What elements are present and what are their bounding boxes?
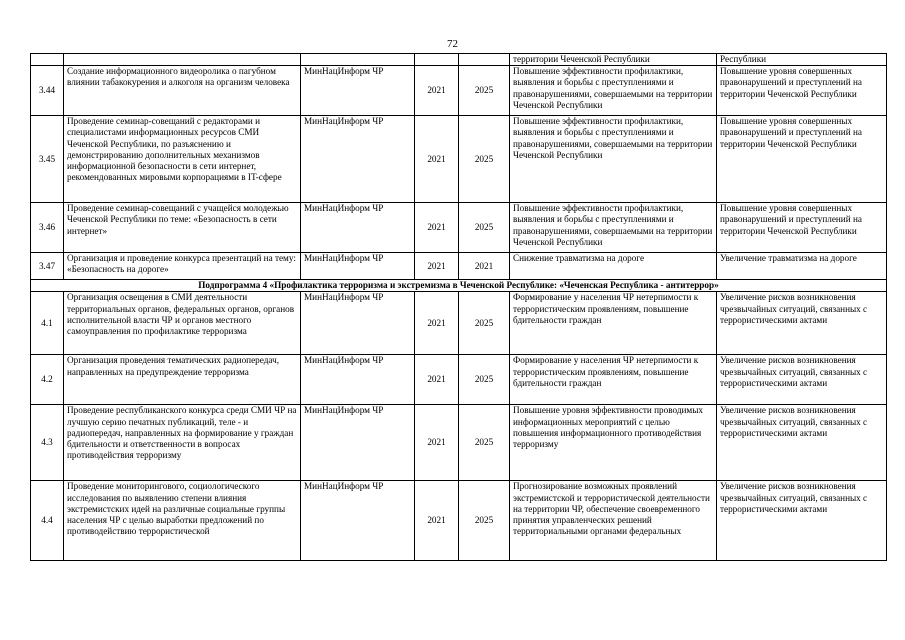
cell-effect: Повышение уровня совершенных правонарушений и преступлений на территории Чеченской Республики xyxy=(717,203,887,253)
cell-start: 2021 xyxy=(415,203,459,253)
cell-executor xyxy=(301,54,415,66)
cell-measure: Организация и проведение конкурса презентаций на тему: «Безопасность на дороге» xyxy=(64,253,301,280)
cell-start: 2021 xyxy=(415,66,459,116)
cell-num: 4.2 xyxy=(31,355,64,405)
cell-start xyxy=(415,54,459,66)
cell-start: 2021 xyxy=(415,253,459,280)
cell-result: территории Чеченской Республики xyxy=(510,54,717,66)
cell-result: Повышение эффективности профилактики, выявления и борьбы с преступлениями и правонарушениями, совершаемыми на территории Чеченской Республики xyxy=(510,116,717,203)
cell-effect: Повышение уровня совершенных правонарушений и преступлений на территории Чеченской Республики xyxy=(717,66,887,116)
cell-end: 2025 xyxy=(459,116,510,203)
cell-measure: Создание информационного видеоролика о пагубном влиянии табакокурения и алкоголя на организм человека xyxy=(64,66,301,116)
subprogram-header-row xyxy=(31,280,887,292)
table-row xyxy=(31,405,887,481)
cell-effect: Повышение уровня совершенных правонарушений и преступлений на территории Чеченской Республики xyxy=(717,116,887,203)
cell-result: Формирование у населения ЧР нетерпимости к террористическим проявлениям, повышение бдительности граждан xyxy=(510,292,717,355)
cell-end: 2021 xyxy=(459,253,510,280)
cell-num: 3.45 xyxy=(31,116,64,203)
cell-end: 2025 xyxy=(459,405,510,481)
cell-executor: МинНацИнформ ЧР xyxy=(301,405,415,481)
cell-start: 2021 xyxy=(415,292,459,355)
table-body xyxy=(31,54,887,561)
cell-num: 3.47 xyxy=(31,253,64,280)
cell-executor: МинНацИнформ ЧР xyxy=(301,481,415,561)
cell-start: 2021 xyxy=(415,355,459,405)
measures-table xyxy=(30,53,887,561)
cell-end: 2025 xyxy=(459,203,510,253)
cell-start: 2021 xyxy=(415,116,459,203)
table-row xyxy=(31,203,887,253)
cell-end: 2025 xyxy=(459,66,510,116)
cell-end: 2025 xyxy=(459,481,510,561)
cell-result: Снижение травматизма на дороге xyxy=(510,253,717,280)
cell-measure: Проведение мониторингового, социологического исследования по выявлению степени влияния экстремистских идей на различные социальные группы населения ЧР с целью выработки предложений по противодействию террористической xyxy=(64,481,301,561)
cell-effect: Увеличение рисков возникновения чрезвычайных ситуаций, связанных с террористическими актами xyxy=(717,292,887,355)
table-row-continued xyxy=(31,54,887,66)
cell-effect: Увеличение рисков возникновения чрезвычайных ситуаций, связанных с террористическими актами xyxy=(717,355,887,405)
cell-effect: Увеличение рисков возникновения чрезвычайных ситуаций, связанных с террористическими актами xyxy=(717,405,887,481)
table-row xyxy=(31,481,887,561)
cell-executor: МинНацИнформ ЧР xyxy=(301,203,415,253)
cell-measure: Организация освещения в СМИ деятельности территориальных органов, федеральных органов, органов исполнительной власти ЧР и органов местного самоуправления по профилактике терроризма xyxy=(64,292,301,355)
cell-result: Повышение эффективности профилактики, выявления и борьбы с преступлениями и правонарушениями, совершаемыми на территории Чеченской Республики xyxy=(510,203,717,253)
cell-executor: МинНацИнформ ЧР xyxy=(301,66,415,116)
cell-measure: Проведение семинар-совещаний с учащейся молодежью Чеченской Республики по теме: «Безопасность в сети интернет» xyxy=(64,203,301,253)
cell-effect: Республики xyxy=(717,54,887,66)
cell-measure: Проведение республиканского конкурса среди СМИ ЧР на лучшую серию печатных публикаций, теле - и радиопередач, направленных на формирование у граждан бдительности и ответственности в вопросах противодействия терроризму xyxy=(64,405,301,481)
table-row xyxy=(31,253,887,280)
cell-effect: Увеличение рисков возникновения чрезвычайных ситуаций, связанных с террористическими актами xyxy=(717,481,887,561)
cell-executor: МинНацИнформ ЧР xyxy=(301,253,415,280)
table-row xyxy=(31,355,887,405)
page-number: 72 xyxy=(447,38,458,50)
cell-start: 2021 xyxy=(415,481,459,561)
cell-executor: МинНацИнформ ЧР xyxy=(301,355,415,405)
cell-num: 3.44 xyxy=(31,66,64,116)
cell-end xyxy=(459,54,510,66)
subprogram-title: Подпрограмма 4 «Профилактика терроризма и экстремизма в Чеченской Республике: «Чеченская Республика - антитеррор» xyxy=(31,280,887,292)
cell-measure: Организация проведения тематических радиопередач, направленных на предупреждение терроризма xyxy=(64,355,301,405)
cell-end: 2025 xyxy=(459,292,510,355)
cell-result: Повышение эффективности профилактики, выявления и борьбы с преступлениями и правонарушениями, совершаемыми на территории Чеченской Республики xyxy=(510,66,717,116)
cell-start: 2021 xyxy=(415,405,459,481)
cell-measure: Проведение семинар-совещаний с редакторами и специалистами информационных ресурсов СМИ Чеченской Республики, по разъяснению и демонстрированию дополнительных механизмов информационной безопасности в сети интернет, рекомендованных мировыми корпорациями в IT-сфере xyxy=(64,116,301,203)
cell-executor: МинНацИнформ ЧР xyxy=(301,292,415,355)
cell-end: 2025 xyxy=(459,355,510,405)
cell-result: Прогнозирование возможных проявлений экстремистской и террористической деятельности на территории ЧР, обеспечение своевременного принятия управленческих решений территориальными органами федеральных xyxy=(510,481,717,561)
cell-effect: Увеличение травматизма на дороге xyxy=(717,253,887,280)
cell-executor: МинНацИнформ ЧР xyxy=(301,116,415,203)
table-row xyxy=(31,292,887,355)
cell-num: 4.4 xyxy=(31,481,64,561)
cell-result: Формирование у населения ЧР нетерпимости к террористическим проявлениям, повышение бдительности граждан xyxy=(510,355,717,405)
cell-num: 3.46 xyxy=(31,203,64,253)
cell-result: Повышение уровня эффективности проводимых информационных мероприятий с целью повышения информационного противодействия терроризму xyxy=(510,405,717,481)
cell-num: 4.3 xyxy=(31,405,64,481)
table-row xyxy=(31,66,887,116)
table-row xyxy=(31,116,887,203)
cell-num: 4.1 xyxy=(31,292,64,355)
cell-num xyxy=(31,54,64,66)
cell-measure xyxy=(64,54,301,66)
